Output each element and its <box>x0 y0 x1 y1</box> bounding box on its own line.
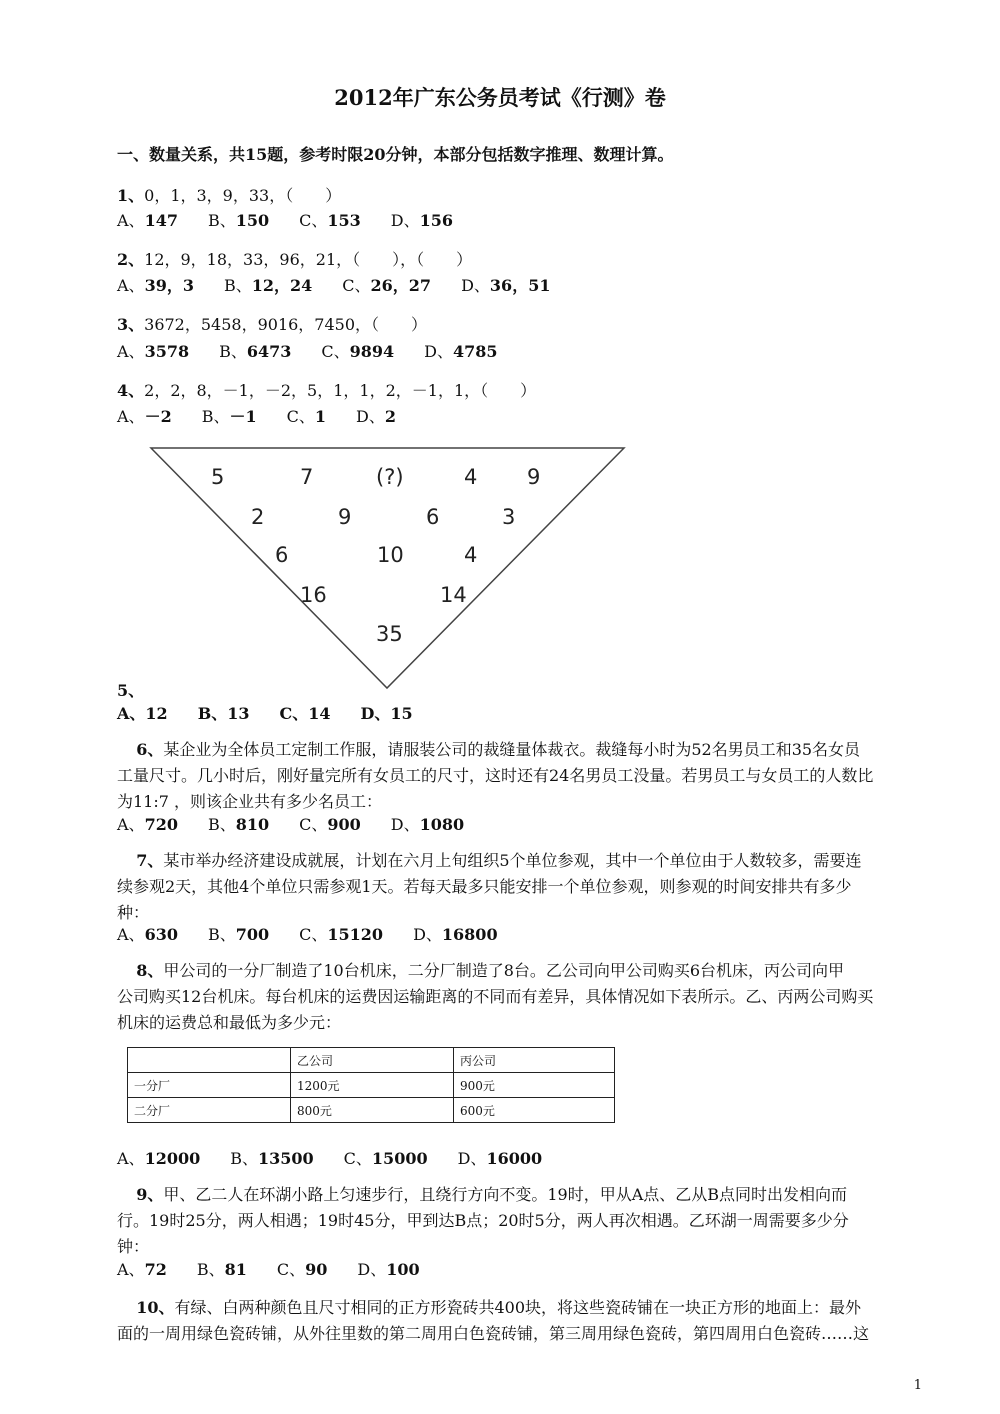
question-3-number: 3、 <box>117 315 145 334</box>
option-letter: C、 <box>343 1149 372 1168</box>
table-cell: 二分厂 <box>128 1098 291 1123</box>
option-letter: B、 <box>207 211 236 230</box>
option-value: 16000 <box>486 1149 543 1168</box>
option-letter: A、 <box>117 407 145 426</box>
option <box>117 815 178 834</box>
option-letter: D、 <box>356 407 385 426</box>
question-8-line: 机床的运费总和最低为多少元： <box>117 1013 342 1032</box>
option-letter: A、 <box>117 1149 145 1168</box>
table-cell: 丙公司 <box>454 1048 615 1073</box>
triangle-number: (?) <box>376 465 404 489</box>
option-letter: B、 <box>197 704 228 723</box>
option-value: 90 <box>305 1260 328 1279</box>
question-9-line: 甲、乙二人在环湖小路上匀速步行，且绕行方向不变。19时，甲从A点、乙从B点同时出发相向而 <box>163 1185 848 1204</box>
question-7-line: 某市举办经济建设成就展，计划在六月上旬组织5个单位参观，其中一个单位由于人数较多，需要连 <box>163 851 862 870</box>
question-8-number: 8、 <box>136 961 164 980</box>
option-value: 1080 <box>419 815 465 834</box>
triangle-number: 6 <box>426 505 440 529</box>
option-letter: A、 <box>117 211 145 230</box>
option-letter: C、 <box>276 1260 306 1279</box>
option-letter: B、 <box>196 1260 225 1279</box>
table-row <box>128 1098 615 1123</box>
option-letter: D、 <box>390 211 420 230</box>
triangle-number: 4 <box>464 543 478 567</box>
question-3-text: 3672，5458，9016，7450，（ ） <box>144 315 428 334</box>
option-letter: A、 <box>117 925 145 944</box>
option <box>279 704 330 723</box>
option <box>117 925 178 944</box>
question-2-number: 2、 <box>117 250 145 269</box>
option-letter: D、 <box>457 1149 487 1168</box>
question-9 <box>117 1182 920 1260</box>
shipping-cost-table <box>127 1047 615 1123</box>
option <box>208 925 269 944</box>
option <box>230 1149 313 1168</box>
page-title: 2012年广东公务员考试《行测》卷 <box>334 85 666 110</box>
option-value: 4785 <box>453 342 498 361</box>
option-letter: C、 <box>286 407 315 426</box>
option-value: 6473 <box>246 342 292 361</box>
table-cell: 一分厂 <box>128 1073 291 1098</box>
option-value: 9894 <box>349 342 395 361</box>
triangle-number: 9 <box>338 505 352 529</box>
option-letter: B、 <box>201 407 230 426</box>
option-letter: A、 <box>117 815 145 834</box>
triangle-number: 9 <box>527 465 541 489</box>
question-8-options <box>117 1146 572 1169</box>
table-cell: 800元 <box>291 1098 454 1123</box>
option-value: 13 <box>227 704 250 723</box>
option-value: 36，51 <box>489 276 551 295</box>
option <box>197 1260 247 1279</box>
question-10 <box>117 1295 920 1347</box>
option-letter: C、 <box>299 815 328 834</box>
option-letter: C、 <box>279 704 309 723</box>
question-9-line: 钟： <box>117 1237 150 1256</box>
table-row <box>128 1048 615 1073</box>
number-triangle-figure <box>0 0 1000 700</box>
option <box>117 1260 167 1279</box>
question-10-number: 10、 <box>136 1298 175 1317</box>
question-6-line: 某企业为全体员工定制工作服，请服装公司的裁缝量体裁衣。裁缝每小时为52名男员工和35名女员 <box>163 740 861 759</box>
question-8-line: 公司购买12台机床。每台机床的运费因运输距离的不同而有差异，具体情况如下表所示。乙、丙两公司购买 <box>117 987 874 1006</box>
option-letter: B、 <box>207 815 236 834</box>
option-letter: D、 <box>461 276 490 295</box>
option-letter: D、 <box>357 1260 387 1279</box>
option-value: 630 <box>144 925 178 944</box>
question-8 <box>117 958 920 1036</box>
option <box>391 815 464 834</box>
option-letter: D、 <box>360 704 391 723</box>
table-cell: 1200元 <box>291 1073 454 1098</box>
option-value: 16800 <box>441 925 498 944</box>
table-cell <box>128 1048 291 1073</box>
option-value: 15 <box>390 704 413 723</box>
option-letter: A、 <box>117 342 145 361</box>
option-value: 39，3 <box>144 276 194 295</box>
question-10-line: 面的一周用绿色瓷砖铺，从外往里数的第二周用白色瓷砖铺，第三周用绿色瓷砖，第四周用白色瓷砖……这 <box>117 1324 870 1343</box>
option <box>299 925 383 944</box>
option-value: 810 <box>235 815 270 834</box>
option-value: 72 <box>144 1260 167 1279</box>
option <box>413 925 498 944</box>
option-value: －2 <box>144 407 172 426</box>
section-heading: 一、数量关系，共15题，参考时限20分钟，本部分包括数字推理、数理计算。 <box>117 145 674 164</box>
option-letter: B、 <box>230 1149 258 1168</box>
question-9-options <box>117 1257 450 1280</box>
option-letter: C、 <box>299 925 328 944</box>
table-cell: 乙公司 <box>291 1048 454 1073</box>
option <box>344 1149 428 1168</box>
option-value: 13500 <box>258 1149 314 1168</box>
triangle-number: 35 <box>376 622 403 646</box>
question-4-text: 2，2，8，－1，－2，5，1，1，2，－1，1，（ ） <box>144 381 537 400</box>
option <box>299 815 361 834</box>
option-value: 1 <box>314 407 326 426</box>
option-value: 100 <box>386 1260 420 1279</box>
option <box>357 1260 419 1279</box>
question-7-line: 种： <box>117 903 150 922</box>
triangle-number: 3 <box>502 505 516 529</box>
question-7-number: 7、 <box>136 851 164 870</box>
question-6-line: 为11:7 ，则该企业共有多少名员工： <box>117 792 383 811</box>
option-value: 12 <box>145 704 168 723</box>
option-value: 153 <box>327 211 361 230</box>
option-letter: C、 <box>342 276 371 295</box>
option-letter: A、 <box>117 704 146 723</box>
option-letter: A、 <box>117 1260 145 1279</box>
question-6-line: 工量尺寸。几小时后，刚好量完所有女员工的尺寸，这时还有24名男员工没量。若男员工与女员工的人数比 <box>117 766 874 785</box>
option-value: 3578 <box>144 342 190 361</box>
option-value: 156 <box>419 211 454 230</box>
option <box>117 704 168 723</box>
question-9-line: 行。19时25分，两人相遇；19时45分，甲到达B点；20时5分，两人再次相遇。乙环湖一周需要多少分 <box>117 1211 849 1230</box>
option <box>117 1149 200 1168</box>
triangle-number: 10 <box>377 543 404 567</box>
option-letter: A、 <box>117 276 145 295</box>
option-value: 26，27 <box>370 276 432 295</box>
question-5-number: 5、 <box>117 681 145 700</box>
option <box>361 704 413 723</box>
question-7-line: 续参观2天，其他4个单位只需参观1天。若每天最多只能安排一个单位参观，则参观的时间安排共有多少 <box>117 877 852 896</box>
option-value: －1 <box>229 407 257 426</box>
question-1-text: 0，1，3，9，33，（ ） <box>144 186 342 205</box>
option-value: 15000 <box>371 1149 428 1168</box>
option <box>208 815 269 834</box>
page-number: 1 <box>913 1378 922 1393</box>
option-letter: B、 <box>223 276 252 295</box>
question-7 <box>117 848 920 926</box>
question-5 <box>117 678 144 701</box>
option-value: 12，24 <box>251 276 313 295</box>
option-value: 720 <box>144 815 178 834</box>
table-row <box>128 1073 615 1098</box>
question-1-number: 1、 <box>117 186 145 205</box>
option-letter: B、 <box>207 925 236 944</box>
triangle-number: 7 <box>300 465 314 489</box>
question-6-number: 6、 <box>136 740 164 759</box>
option-letter: B、 <box>219 342 247 361</box>
option-value: 14 <box>308 704 331 723</box>
triangle-number: 16 <box>300 583 327 607</box>
option-value: 12000 <box>144 1149 201 1168</box>
triangle-number: 6 <box>275 543 289 567</box>
option-value: 150 <box>235 211 270 230</box>
option-value: 2 <box>384 407 396 426</box>
triangle-number: 2 <box>251 505 265 529</box>
option <box>198 704 250 723</box>
option-letter: C、 <box>299 211 328 230</box>
question-6 <box>117 737 920 815</box>
option-letter: D、 <box>424 342 454 361</box>
question-8-line: 甲公司的一分厂制造了10台机床，二分厂制造了8台。乙公司向甲公司购买6台机床，丙公司向甲 <box>163 961 845 980</box>
option-value: 81 <box>224 1260 247 1279</box>
option <box>277 1260 328 1279</box>
question-2-text: 12，9，18，33，96，21，（ ），（ ） <box>144 250 473 269</box>
option-letter: D、 <box>390 815 420 834</box>
question-9-number: 9、 <box>136 1185 164 1204</box>
question-5-options <box>117 701 443 724</box>
option <box>458 1149 543 1168</box>
question-4-number: 4、 <box>117 381 145 400</box>
option-letter: C、 <box>321 342 350 361</box>
triangle-number: 14 <box>440 583 467 607</box>
question-10-line: 有绿、白两种颜色且尺寸相同的正方形瓷砖共400块，将这些瓷砖铺在一块正方形的地面上：最外 <box>174 1298 862 1317</box>
table-cell: 600元 <box>454 1098 615 1123</box>
option-letter: D、 <box>413 925 442 944</box>
option-value: 147 <box>144 211 178 230</box>
question-7-options <box>117 922 528 945</box>
question-6-options <box>117 812 494 835</box>
triangle-number: 4 <box>464 465 478 489</box>
option-value: 15120 <box>327 925 384 944</box>
option-value: 900 <box>327 815 361 834</box>
option-value: 700 <box>235 925 270 944</box>
triangle-number: 5 <box>211 465 225 489</box>
table-cell: 900元 <box>454 1073 615 1098</box>
